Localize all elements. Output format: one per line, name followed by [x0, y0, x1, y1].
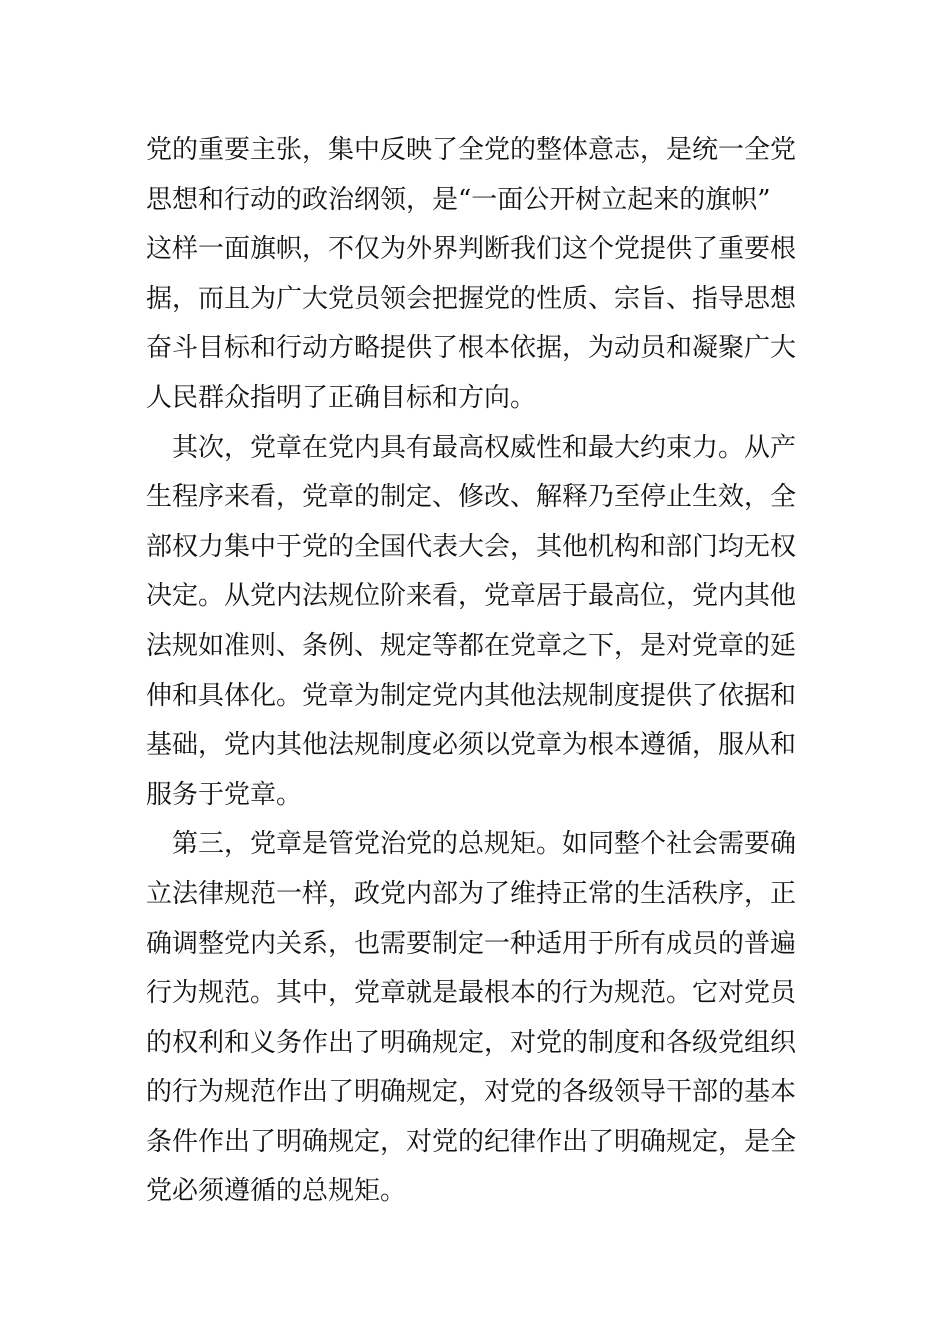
text-line: 行为规范。其中，党章就是最根本的行为规范。它对党员 [146, 978, 797, 1009]
text-line: 基础，党内其他法规制度必须以党章为根本遵循，服从和 [146, 730, 797, 761]
text-line: 其次，党章在党内具有最高权威性和最大约束力。从产 [146, 432, 797, 463]
text-line: 第三，党章是管党治党的总规矩。如同整个社会需要确 [146, 829, 797, 860]
text-line: 奋斗目标和行动方略提供了根本依据，为动员和凝聚广大 [146, 333, 797, 364]
text-line: 伸和具体化。党章为制定党内其他法规制度提供了依据和 [146, 680, 797, 711]
document-body [146, 126, 806, 1217]
text-line: 这样一面旗帜，不仅为外界判断我们这个党提供了重要根 [146, 234, 797, 265]
text-line: 人民群众指明了正确目标和方向。 [146, 382, 537, 413]
text-line: 的权利和义务作出了明确规定，对党的制度和各级党组织 [146, 1027, 797, 1058]
text-line: 的行为规范作出了明确规定，对党的各级领导干部的基本 [146, 1077, 797, 1108]
text-line: 据，而且为广大党员领会把握党的性质、宗旨、指导思想 [146, 283, 797, 314]
text-line: 生程序来看，党章的制定、修改、解释乃至停止生效，全 [146, 482, 797, 513]
text-line: 思想和行动的政治纲领，是“一面公开树立起来的旗帜” [146, 184, 771, 215]
text-line: 决定。从党内法规位阶来看，党章居于最高位，党内其他 [146, 581, 797, 612]
text-line: 服务于党章。 [146, 779, 303, 810]
text-line: 党必须遵循的总规矩。 [146, 1176, 407, 1207]
text-line: 党的重要主张，集中反映了全党的整体意志，是统一全党 [146, 135, 797, 165]
text-line: 法规如准则、条例、规定等都在党章之下，是对党章的延 [146, 630, 797, 661]
text-line: 立法律规范一样，政党内部为了维持正常的生活秩序，正 [146, 878, 797, 909]
text-line: 确调整党内关系，也需要制定一种适用于所有成员的普遍 [146, 928, 797, 959]
text-line: 条件作出了明确规定，对党的纪律作出了明确规定，是全 [146, 1126, 797, 1157]
text-line: 部权力集中于党的全国代表大会，其他机构和部门均无权 [146, 531, 797, 562]
